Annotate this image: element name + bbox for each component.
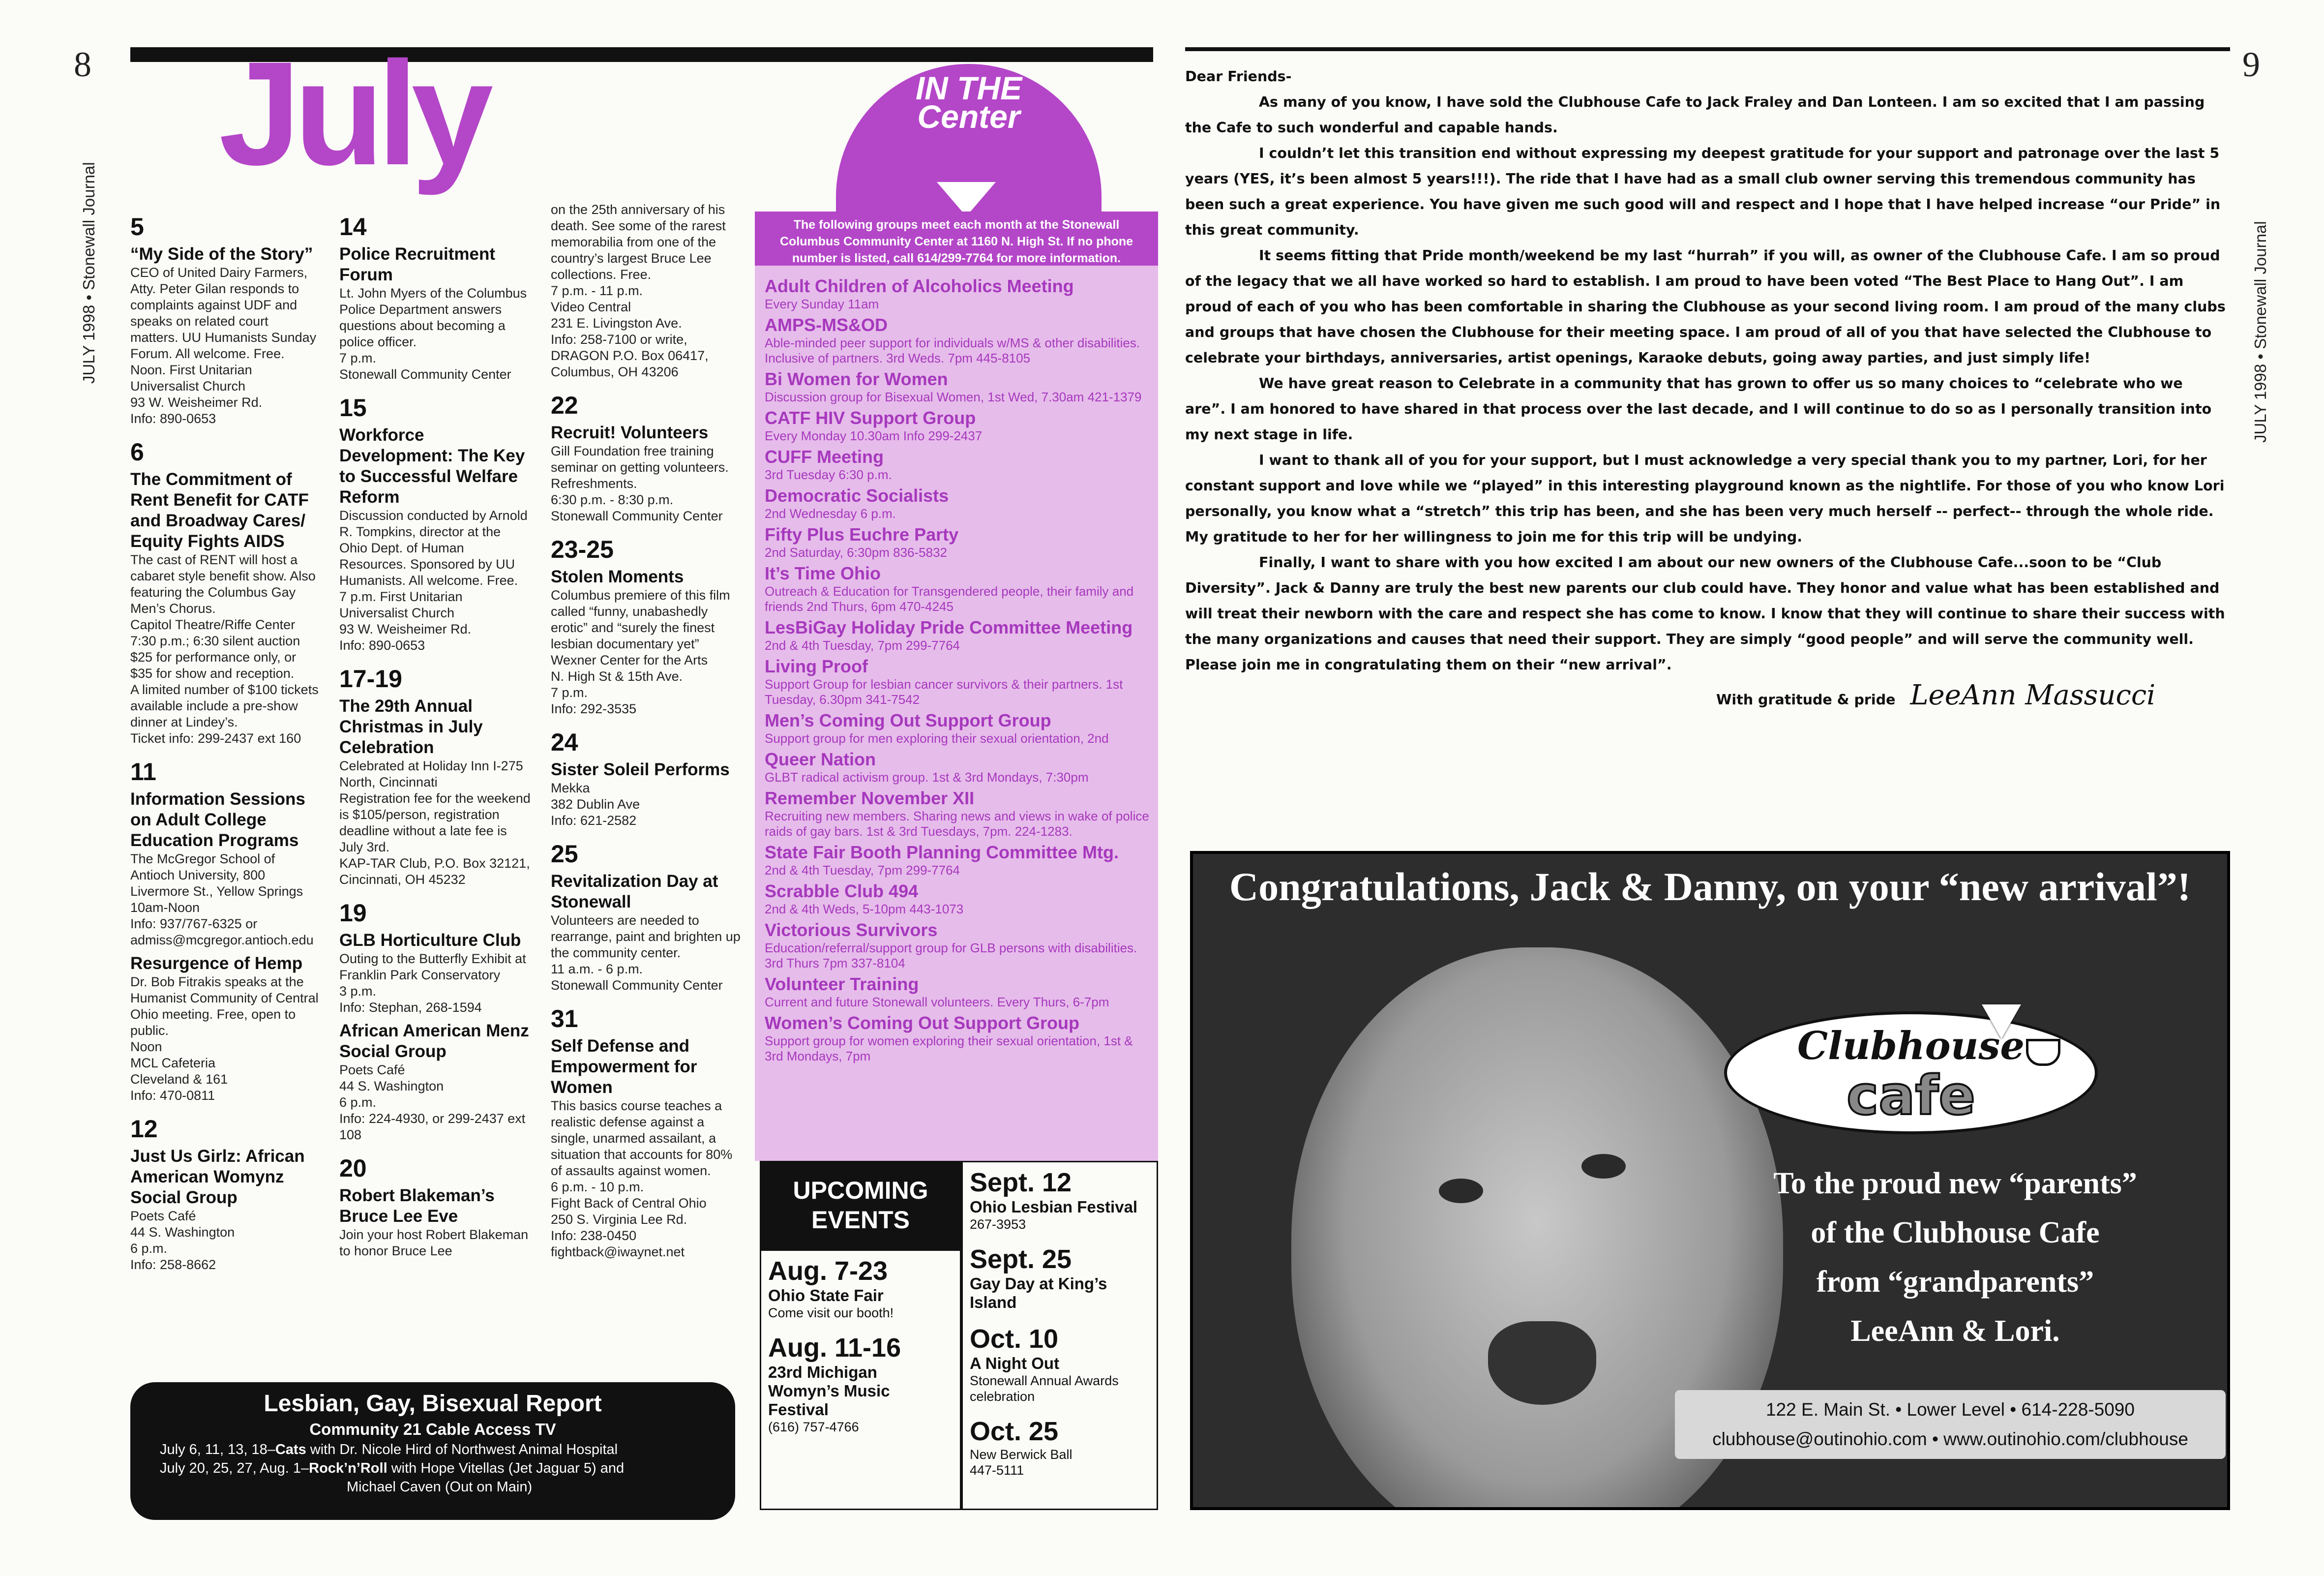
group-name: CATF HIV Support Group [765, 408, 976, 428]
upcoming-title: Gay Day at King’s Island [970, 1274, 1107, 1311]
calendar-day: 15 [339, 394, 367, 422]
report-title: Lesbian, Gay, Bisexual Report [264, 1391, 602, 1417]
calendar-day: 22 [551, 392, 578, 419]
letter-paragraph: I couldn’t let this transition end without expressing my deepest gratitude for your support and patronage over the last 5 years (YES, it’s been almost 5 years!!!). The ride that I have had as a small club owner serving this tremendous community has been such a great experience. You have given me such good will and respect and I hope that I have helped increase “our Pride” in this great community. [1185, 145, 2221, 238]
event-details: on the 25th anniversary of his death. See some of the rarest memorabilia from one of the country’s largest Bruce Lee collections. Free. 7 p.m. - 11 p.m. Video Central 231 E. Livingston Ave. Info: 258-7100 or write, DRAGON P.O. Box 06417, Columbus, OH 43206 [551, 202, 726, 379]
upcoming-date: Oct. 25 [970, 1417, 1059, 1446]
group-name: Adult Children of Alcoholics Meeting [765, 276, 1074, 296]
right-top-rule [1185, 47, 2230, 51]
group-details: Support group for women exploring their sexual orientation, 1st & 3rd Mondays, 7pm [765, 1033, 1133, 1063]
calendar-day: 11 [130, 758, 156, 786]
event-title: Police Recruitment Forum [339, 244, 496, 284]
upcoming-title: Ohio State Fair [768, 1286, 884, 1304]
event-details: Outing to the Butterfly Exhibit at Franklin Park Conservatory 3 p.m. Info: Stephan, 268-1594 [339, 951, 526, 1015]
group-name: Bi Women for Women [765, 369, 948, 389]
event-details: This basics course teaches a realistic defense against a single, unarmed assailant, a situation that accounts for 80% of assaults against women. 6 p.m. - 10 p.m. Fight Back of Central Ohio 250 S. Virginia Lee Rd. Info: 238-0450 fightback@iwaynet.net [551, 1098, 733, 1259]
group-details: 3rd Tuesday 6:30 p.m. [765, 467, 892, 482]
calendar-day: 20 [339, 1154, 367, 1182]
group-details: Discussion group for Bisexual Women, 1st Wed, 7.30am 421-1379 [765, 390, 1142, 404]
event-title: Recruit! Volunteers [551, 423, 709, 442]
running-header-right: JULY 1998 • Stonewall Journal [2251, 221, 2269, 443]
ad-contact: 122 E. Main St. • Lower Level • 614-228-5090 clubhouse@outinohio.com • www.outinohio.com/clubhouse [1675, 1390, 2226, 1459]
upcoming-date: Sept. 12 [970, 1168, 1072, 1197]
calendar-day: 6 [130, 438, 144, 466]
group-details: Education/referral/support group for GLB persons with disabilities. 3rd Thurs 7pm 337-8104 [765, 940, 1137, 970]
page-number-left: 8 [74, 45, 91, 84]
upcoming-details: (616) 757-4766 [768, 1420, 859, 1434]
group-name: Men’s Coming Out Support Group [765, 710, 1051, 730]
upcoming-events-heading: UPCOMING EVENTS [760, 1161, 961, 1249]
page-title: July [219, 30, 487, 196]
martini-glass-icon [1982, 1004, 2021, 1039]
calendar-day: 31 [551, 1005, 578, 1032]
event-details: Discussion conducted by Arnold R. Tompkins, director at the Ohio Dept. of Human Resources. Sponsored by UU Humanists. All welcome. Free. 7 p.m. First Unitarian Universalist Church 93 W. Weisheimer Rd. Info: 890-0653 [339, 508, 528, 653]
calendar-day: 25 [551, 840, 578, 868]
group-details: 2nd & 4th Tuesday, 7pm 299-7764 [765, 638, 960, 653]
group-details: Every Sunday 11am [765, 297, 879, 311]
group-name: Queer Nation [765, 749, 876, 769]
letter-paragraph: Finally, I want to share with you how excited I am about our new owners of the Clubhouse Cafe...soon to be “Club Diversity”. Jack & Danny are truly the best new parents our club could have. They honor and value what has been established and will treat their newborn with the care and respect she has come to know. I know that they will continue to share their success with the many organizations and causes that need their support. They are simply “good people” and will serve the community well. Please join me in congratulating them on their “new arrival”. [1185, 554, 2225, 673]
group-name: Fifty Plus Euchre Party [765, 524, 959, 545]
event-details: Gill Foundation free training seminar on getting volunteers. Refreshments. 6:30 p.m. - 8:30 p.m. Stonewall Community Center [551, 444, 729, 523]
upcoming-right-box [961, 1161, 1158, 1510]
upcoming-details: New Berwick Ball 447-5111 [970, 1447, 1073, 1478]
event-title: Workforce Development: The Key to Successful Welfare Reform [339, 425, 525, 507]
report-desc: with Dr. Nicole Hird of Northwest Animal Hospital [306, 1442, 618, 1457]
upcoming-date: Aug. 11-16 [768, 1333, 901, 1363]
event-title: Stolen Moments [551, 567, 684, 586]
upcoming-date: Sept. 25 [970, 1244, 1072, 1274]
event-title: Self Defense and Empowerment for Women [551, 1036, 697, 1097]
group-details: Support group for men exploring their sexual orientation, 2nd [765, 731, 1109, 746]
group-details: 2nd Wednesday 6 p.m. [765, 506, 896, 521]
event-title: Sister Soleil Performs [551, 760, 730, 779]
coffee-cup-icon [2026, 1039, 2060, 1066]
ad-message: To the proud new “parents” of the Clubhouse Cafe from “grandparents” LeeAnn & Lori. [1773, 1167, 2137, 1348]
group-name: LesBiGay Holiday Pride Committee Meeting [765, 617, 1133, 637]
calendar-day: 19 [339, 899, 367, 927]
group-details: Outreach & Education for Transgendered people, their family and friends 2nd Thurs, 6pm 470-4245 [765, 584, 1134, 614]
letter-greeting: Dear Friends- [1185, 68, 1292, 85]
event-title: Information Sessions on Adult College Education Programs [130, 789, 305, 850]
event-title: The Commitment of Rent Benefit for CATF and Broadway Cares/ Equity Fights AIDS [130, 470, 309, 551]
clubhouse-ad [1190, 851, 2230, 1510]
group-details: Recruiting new members. Sharing news and views in wake of police raids of gay bars. 1st & 3rd Tuesdays, 7pm. 224-1283. [765, 809, 1149, 839]
report-desc: with Hope Vitellas (Jet Jaguar 5) and [387, 1460, 625, 1476]
letter-body [1185, 90, 2228, 678]
group-name: Women’s Coming Out Support Group [765, 1013, 1079, 1033]
group-name: Victorious Survivors [765, 920, 938, 940]
calendar-day: 23-25 [551, 536, 614, 563]
report-row [160, 1440, 735, 1459]
event-details: Lt. John Myers of the Columbus Police Department answers questions about becoming a police officer. 7 p.m. Stonewall Community Center [339, 286, 527, 382]
group-name: Living Proof [765, 656, 868, 676]
clubhouse-cafe-logo [1724, 1011, 2098, 1134]
group-details: Support Group for lesbian cancer survivors & their partners. 1st Tuesday, 6.30pm 341-7542 [765, 677, 1123, 707]
in-the-center-intro: The following groups meet each month at the Stonewall Columbus Community Center at 1160 N. High St. If no phone number is listed, call 614/299-7764 for more information. [755, 212, 1158, 266]
baby-eye-right [1581, 1154, 1626, 1179]
upcoming-details: Come visit our booth! [768, 1305, 894, 1320]
page-number-right: 9 [2242, 45, 2260, 84]
upcoming-details [963, 1312, 1157, 1319]
calendar-day: 17-19 [339, 665, 402, 693]
event-details: The cast of RENT will host a cabaret style benefit show. Also featuring the Columbus Gay Men’s Chorus. Capitol Theatre/Riffe Center 7:30 p.m.; 6:30 silent auction $25 for performance only, or $35 for show and reception. A limited number of $100 tickets available include a pre-show dinner at Lindey’s. Ticket info: 299-2437 ext 160 [130, 552, 319, 746]
report-row [160, 1478, 735, 1496]
event-details: Poets Café 44 S. Washington 6 p.m. Info: 258-8662 [130, 1209, 235, 1272]
event-details: Volunteers are needed to rearrange, paint and brighten up the community center. 11 a.m. - 6 p.m. Stonewall Community Center [551, 913, 741, 993]
event-details: The McGregor School of Antioch University, 800 Livermore St., Yellow Springs 10am-Noon Info: 937/767-6325 or admiss@mcgregor.antioch.edu [130, 851, 314, 947]
event-title: Resurgence of Hemp [130, 954, 303, 973]
calendar-day: 24 [551, 728, 578, 756]
upcoming-left-box [760, 1249, 961, 1510]
group-details: 2nd & 4th Tuesday, 7pm 299-7764 [765, 863, 960, 878]
report-show: Cats [275, 1442, 306, 1457]
letter-closing: With gratitude & pride [1716, 692, 1896, 708]
group-details: Able-minded peer support for individuals w/MS & other disabilities. Inclusive of partners. 3rd Weds. 7pm 445-8105 [765, 335, 1140, 365]
event-title: Robert Blakeman’s Bruce Lee Eve [339, 1186, 495, 1226]
calendar-day: 5 [130, 213, 144, 241]
ad-headline: Congratulations, Jack & Danny, on your “new arrival”! [1229, 864, 2191, 909]
report-dates: July 6, 11, 13, 18– [160, 1442, 275, 1457]
letter-paragraph: As many of you know, I have sold the Clubhouse Cafe to Jack Fraley and Dan Lonteen. I am so excited that I am passing the Cafe to such wonderful and capable hands. [1185, 94, 2205, 136]
running-header-left: JULY 1998 • Stonewall Journal [80, 162, 98, 384]
letter-to-friends [1185, 64, 2228, 713]
group-details: Current and future Stonewall volunteers. Every Thurs, 6-7pm [765, 995, 1109, 1009]
event-details: Poets Café 44 S. Washington 6 p.m. Info: 224-4930, or 299-2437 ext 108 [339, 1062, 526, 1142]
calendar-column-2 [339, 202, 531, 1264]
report-show: Rock’n’Roll [309, 1460, 387, 1476]
group-name: State Fair Booth Planning Committee Mtg. [765, 842, 1119, 862]
calendar-column-1 [130, 202, 320, 1278]
upcoming-details: 267-3953 [970, 1217, 1026, 1232]
group-name: CUFF Meeting [765, 447, 884, 467]
letter-paragraph: It seems fitting that Pride month/weekend be my last “hurrah” if you will, as owner of the Clubhouse Cafe. I am so proud of the legacy that we all have worked so hard to establish. I am proud to have been voted “The Best Place to Hang Out”. I am proud of each of you who has been comfortable in sharing the Clubhouse as your second living room. I am proud of the many clubs and groups that have chosen the Clubhouse for their meeting space. I am proud of all of you that have selected the Clubhouse to celebrate your birthdays, anniversaries, artist openings, Karaoke debuts, going away parties, and just simply life! [1185, 247, 2226, 366]
report-subtitle: Community 21 Cable Access TV [309, 1420, 556, 1438]
event-title: African American Menz Social Group [339, 1021, 529, 1061]
event-details: Join your host Robert Blakeman to honor Bruce Lee [339, 1227, 529, 1258]
event-details: Mekka 382 Dublin Ave Info: 621-2582 [551, 781, 640, 828]
group-name: Remember November XII [765, 788, 975, 808]
group-name: It’s Time Ohio [765, 563, 881, 583]
event-details: CEO of United Dairy Farmers, Atty. Peter Gilan responds to complaints against UDF and speaks on related court matters. UU Humanists Sunday Forum. All welcome. Free. Noon. First Unitarian Universalist Church 93 W. Weisheimer Rd. Info: 890-0653 [130, 265, 317, 426]
report-dates: July 20, 25, 27, Aug. 1– [160, 1460, 309, 1476]
logo-script: Clubhouse [1797, 1024, 2025, 1068]
signature: LeeAnn Massucci [1910, 679, 2156, 711]
event-title: The 29th Annual Christmas in July Celebration [339, 697, 483, 757]
upcoming-date: Oct. 10 [970, 1324, 1059, 1354]
letter-paragraph: I want to thank all of you for your support, but I must acknowledge a very special thank you to my partner, Lori, for her constant support and love while we “played” in this interesting playground known as the nightlife. For those of you who know Lori personally, you know what a “stretch” this trip has been, and she has been very much herself -- perfect-- through the whole ride. My gratitude to her for her willingness to join me for this trip will be undying. [1185, 452, 2225, 545]
report-schedule [130, 1440, 735, 1496]
group-details: GLBT radical activism group. 1st & 3rd Mondays, 7:30pm [765, 770, 1089, 785]
group-name: Democratic Socialists [765, 485, 949, 506]
group-details: 2nd & 4th Weds, 5-10pm 443-1073 [765, 902, 964, 916]
event-title: “My Side of the Story” [130, 244, 313, 264]
report-row [160, 1459, 735, 1478]
event-title: Just Us Girlz: African American Womynz Social Group [130, 1147, 305, 1207]
upcoming-title: Ohio Lesbian Festival [970, 1198, 1138, 1216]
report-desc: Michael Caven (Out on Main) [347, 1479, 533, 1495]
in-the-center-heading: IN THE Center [915, 70, 1022, 135]
event-details: Dr. Bob Fitrakis speaks at the Humanist Community of Central Ohio meeting. Free, open to public. Noon MCL Cafeteria Cleveland & 161 Info: 470-0811 [130, 974, 319, 1103]
logo-cafe: cafe [1847, 1064, 1975, 1127]
upcoming-details: Stonewall Annual Awards celebration [970, 1373, 1119, 1404]
group-name: Scrabble Club 494 [765, 881, 919, 901]
group-details: 2nd Saturday, 6:30pm 836-5832 [765, 545, 948, 560]
upcoming-title: 23rd Michigan Womyn’s Music Festival [768, 1363, 890, 1419]
event-title: GLB Horticulture Club [339, 931, 521, 950]
group-details: Every Monday 10.30am Info 299-2437 [765, 428, 983, 443]
calendar-day: 12 [130, 1115, 158, 1143]
upcoming-date: Aug. 7-23 [768, 1256, 888, 1286]
calendar-column-3 [551, 202, 745, 1265]
event-details: Columbus premiere of this film called “funny, unabashedly erotic” and “surely the finest lesbian documentary yet” Wexner Center for the Arts N. High St & 15th Ave. 7 p.m. Info: 292-3535 [551, 588, 730, 716]
group-name: AMPS-MS&OD [765, 315, 888, 335]
letter-paragraph: We have great reason to Celebrate in a community that has grown to offer us so many choices to “celebrate who we are”. I am honored to have shared in that process over the last decade, and I will continue to do so as I personally transition into my next stage in life. [1185, 375, 2212, 443]
letter-closing-row [1716, 679, 2228, 713]
group-list [765, 273, 1153, 1064]
group-name: Volunteer Training [765, 974, 919, 994]
upcoming-title: A Night Out [970, 1354, 1060, 1372]
baby-eye-left [1439, 1179, 1483, 1203]
event-details: Celebrated at Holiday Inn I-275 North, Cincinnati Registration fee for the weekend is $105/person, registration deadline without a late fee is July 3rd. KAP-TAR Club, P.O. Box 32121, Cincinnati, OH 45232 [339, 758, 531, 887]
baby-mouth [1488, 1321, 1596, 1405]
lgb-report-box [130, 1382, 735, 1520]
event-title: Revitalization Day at Stonewall [551, 872, 718, 911]
calendar-day: 14 [339, 213, 367, 241]
